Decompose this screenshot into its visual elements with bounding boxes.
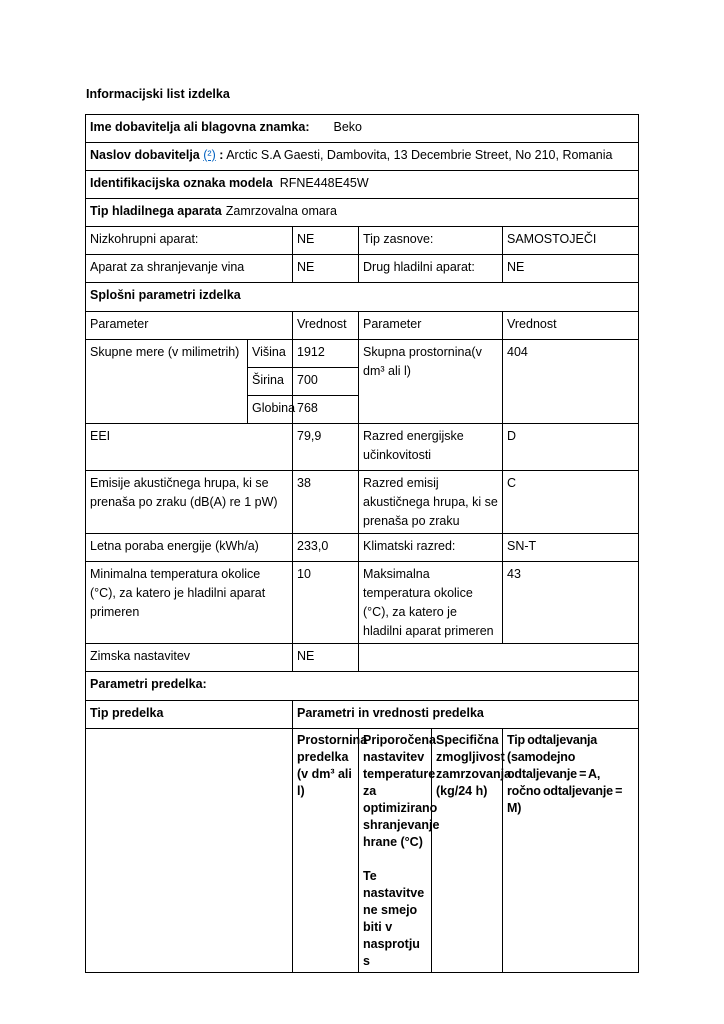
- value-header-2: Vrednost: [503, 312, 639, 340]
- winter-setting-empty-cell: [359, 644, 639, 672]
- row-compartment-header: [86, 701, 639, 729]
- dimensions-label-cell: Skupne mere (v milimetrih): [86, 340, 248, 424]
- supplier-address-colon: :: [219, 148, 224, 162]
- noise-class-label-cell: Razred emisij akustičnega hrupa, ki se prenaša po zraku: [359, 471, 503, 534]
- model-id-cell: [86, 171, 639, 199]
- noise-value-cell: 38: [293, 471, 359, 534]
- row-compartment-section: [86, 672, 639, 701]
- min-temp-value-cell: 10: [293, 562, 359, 644]
- row-winter-setting: [86, 644, 639, 672]
- row-supplier-name: [86, 115, 639, 143]
- width-value-cell: 700: [293, 368, 359, 396]
- general-section-title: Splošni parametri izdelka: [86, 283, 639, 312]
- row-wine-other: [86, 255, 639, 283]
- param-header-1: Parameter: [86, 312, 293, 340]
- page-title: Informacijski list izdelka: [86, 87, 230, 101]
- compartment-section-title: Parametri predelka:: [86, 672, 639, 701]
- row-supplier-address: [86, 143, 639, 171]
- low-noise-value-cell: NE: [293, 227, 359, 255]
- annual-energy-value-cell: 233,0: [293, 534, 359, 562]
- supplier-name-cell: [86, 115, 639, 143]
- row-compartment-subheader: [86, 729, 639, 973]
- row-eei: [86, 424, 639, 471]
- compartment-freeze-col-header: Specifična zmogljivost zamrzovanja (kg/24 h): [432, 729, 503, 973]
- annual-energy-label-cell: Letna poraba energije (kWh/a): [86, 534, 293, 562]
- model-id-label: Identifikacijska oznaka modela: [90, 176, 273, 190]
- supplier-address-cell: [86, 143, 639, 171]
- compartment-params-label-cell: Parametri in vrednosti predelka: [293, 701, 639, 729]
- row-ambient-temp: [86, 562, 639, 644]
- supplier-name-value: Beko: [333, 120, 363, 134]
- wine-value-cell: NE: [293, 255, 359, 283]
- compartment-type-label-cell: Tip predelka: [86, 701, 293, 729]
- other-appliance-value-cell: NE: [503, 255, 639, 283]
- energy-class-value-cell: D: [503, 424, 639, 471]
- row-low-noise-design: [86, 227, 639, 255]
- param-header-2: Parameter: [359, 312, 503, 340]
- product-info-table: [85, 114, 639, 973]
- compartment-type-empty-cell: [86, 729, 293, 973]
- climate-class-value-cell: SN-T: [503, 534, 639, 562]
- supplier-address-value: Arctic S.A Gaesti, Dambovita, 13 Decembrie Street, No 210, Romania: [226, 148, 613, 162]
- height-name-cell: Višina: [248, 340, 293, 368]
- temp-col-paragraph-1: Priporočena nastavitev temperature za optimizirano shranjevanje hrane (°C): [363, 733, 440, 849]
- max-temp-label-cell: Maksimalna temperatura okolice (°C), za katero je hladilni aparat primeren: [359, 562, 503, 644]
- low-noise-label-cell: Nizkohrupni aparat:: [86, 227, 293, 255]
- winter-setting-value-cell: NE: [293, 644, 359, 672]
- row-noise: [86, 471, 639, 534]
- row-energy-climate: [86, 534, 639, 562]
- supplier-address-footnote-link[interactable]: (²): [203, 148, 216, 162]
- noise-class-value-cell: C: [503, 471, 639, 534]
- row-model-id: [86, 171, 639, 199]
- total-volume-label-cell: Skupna prostornina(v dm³ ali l): [359, 340, 503, 424]
- supplier-name-label: Ime dobavitelja ali blagovna znamka:: [90, 120, 310, 134]
- other-appliance-label-cell: Drug hladilni aparat:: [359, 255, 503, 283]
- depth-value-cell: 768: [293, 396, 359, 424]
- value-header-1: Vrednost: [293, 312, 359, 340]
- wine-label-cell: Aparat za shranjevanje vina: [86, 255, 293, 283]
- min-temp-label-cell: Minimalna temperatura okolice (°C), za katero je hladilni aparat primeren: [86, 562, 293, 644]
- appliance-type-cell: [86, 199, 639, 227]
- noise-label-cell: Emisije akustičnega hrupa, ki se prenaša po zraku (dB(A) re 1 pW): [86, 471, 293, 534]
- design-type-label-cell: Tip zasnove:: [359, 227, 503, 255]
- design-type-value-cell: SAMOSTOJEČI: [503, 227, 639, 255]
- supplier-address-label: Naslov dobavitelja: [90, 148, 200, 162]
- width-name-cell: Širina: [248, 368, 293, 396]
- appliance-type-label: Tip hladilnega aparata: [90, 204, 222, 218]
- row-param-header: [86, 312, 639, 340]
- height-value-cell: 1912: [293, 340, 359, 368]
- compartment-temp-col-header: [359, 729, 440, 973]
- winter-setting-label-cell: Zimska nastavitev: [86, 644, 293, 672]
- depth-name-cell: Globina: [248, 396, 293, 424]
- row-dimension-height: [86, 340, 639, 368]
- compartment-volume-col-header: Prostornina predelka (v dm³ ali l): [293, 729, 359, 973]
- energy-class-label-cell: Razred energijske učinkovitosti: [359, 424, 503, 471]
- total-volume-value-cell: 404: [503, 340, 639, 424]
- compartment-defrost-col-header: Tip odtaljevanja (samodejno odtaljevanje = A, ročno odtaljevanje = M): [503, 729, 639, 973]
- appliance-type-value: Zamrzovalna omara: [225, 204, 337, 218]
- climate-class-label-cell: Klimatski razred:: [359, 534, 503, 562]
- row-appliance-type: [86, 199, 639, 227]
- model-id-value: RFNE448E45W: [279, 176, 369, 190]
- eei-value-cell: 79,9: [293, 424, 359, 471]
- max-temp-value-cell: 43: [503, 562, 639, 644]
- eei-label-cell: EEI: [86, 424, 293, 471]
- temp-col-paragraph-2: Te nastavitve ne smejo biti v nasprotju s: [363, 869, 425, 968]
- row-general-section: [86, 283, 639, 312]
